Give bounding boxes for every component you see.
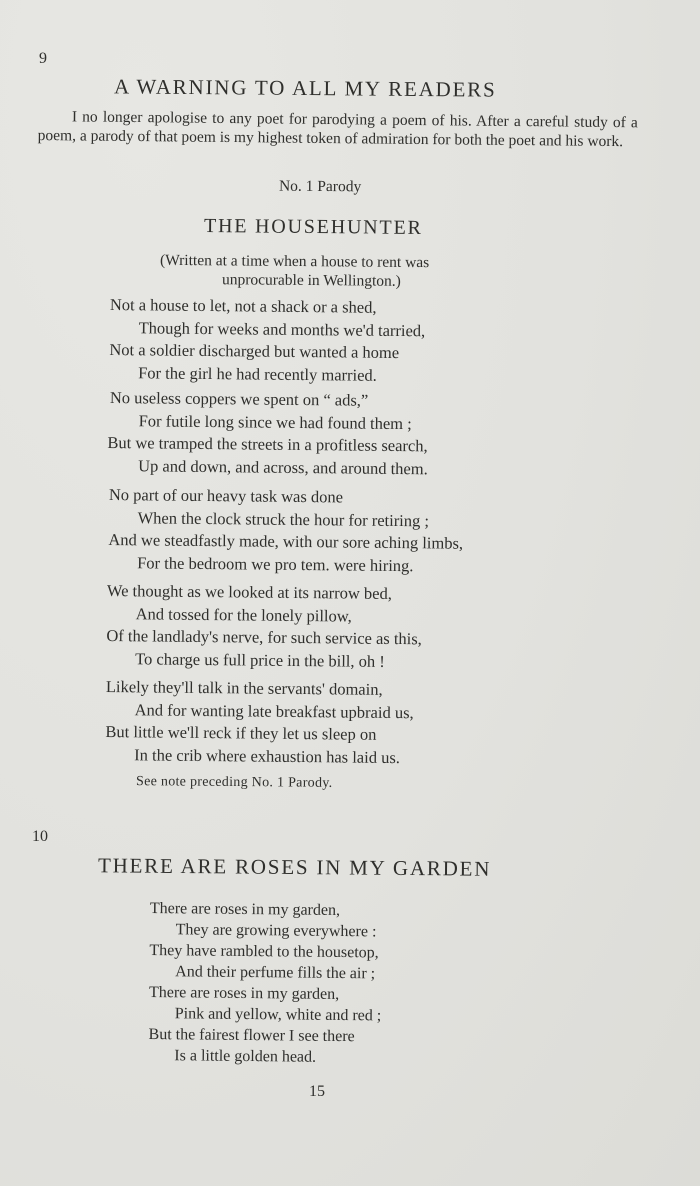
verse-line: Though for weeks and months we'd tarried, <box>138 317 426 340</box>
verse-line: Pink and yellow, white and red ; <box>174 1005 382 1025</box>
verse-line: But little we'll reck if they let us sleep on <box>105 721 377 744</box>
stanza-3 <box>108 484 464 578</box>
verse-line: But the fairest flower I see there <box>148 1025 355 1046</box>
poem-number: 10 <box>32 828 48 845</box>
verse-line: They have rambled to the housetop, <box>149 941 379 962</box>
verse-line: For futile long since we had found them ; <box>138 410 412 433</box>
intro-paragraph <box>38 107 638 151</box>
verse-line: To charge us full price in the bill, oh ! <box>135 648 385 671</box>
verse-line: They are growing everywhere : <box>175 921 377 941</box>
verse-line: There are roses in my garden, <box>148 983 340 1003</box>
intro-text: I no longer apologise to any poet for parodying a poem of his. After a careful study of a poem, a parody of that poem is my highest token of admiration for both the poet and his work. <box>37 108 638 151</box>
stanza-1 <box>109 294 426 387</box>
poem-10-verse <box>148 898 382 1068</box>
verse-line: In the crib where exhaustion has laid us. <box>134 744 401 767</box>
footnote: See note preceding No. 1 Parody. <box>135 774 333 791</box>
verse-line: Not a soldier discharged but wanted a home <box>109 339 400 363</box>
verse-line: Not a house to let, not a shack or a shed, <box>109 294 377 317</box>
verse-line: Likely they'll talk in the servants' domain, <box>105 676 383 699</box>
subtitle-note-line1: (Written at a time when a house to rent was <box>159 251 430 272</box>
verse-line: For the girl he had recently married. <box>138 362 377 385</box>
verse-line: There are roses in my garden, <box>149 899 341 919</box>
verse-line: And we steadfastly made, with our sore aching limbs, <box>108 529 464 553</box>
verse-line: Up and down, and across, and around them. <box>138 455 428 478</box>
verse-line: No part of our heavy task was done <box>108 484 344 507</box>
stanza-5 <box>105 676 414 769</box>
stanza-2 <box>109 387 429 480</box>
poem-title: THERE ARE ROSES IN MY GARDEN <box>97 853 492 881</box>
verse-line: When the clock struck the hour for retiring ; <box>137 507 430 530</box>
verse-line: And tossed for the lonely pillow, <box>135 603 352 626</box>
poem-subtitle: THE HOUSEHUNTER <box>203 215 423 239</box>
page-number: 15 <box>309 1083 325 1100</box>
parody-label: No. 1 Parody <box>278 177 362 196</box>
verse-line: But we tramped the streets in a profitless search, <box>107 432 428 456</box>
verse-line: For the bedroom we pro tem. were hiring. <box>137 552 414 575</box>
poem-number: 9 <box>39 50 47 67</box>
verse-line: Is a little golden head. <box>174 1047 317 1066</box>
stanza-4 <box>106 580 422 673</box>
verse-line: No useless coppers we spent on “ ads,” <box>109 387 369 410</box>
verse-line: We thought as we looked at its narrow bed, <box>106 580 393 603</box>
verse-line: Of the landlady's nerve, for such service as this, <box>106 625 422 649</box>
subtitle-note-line2: unprocurable in Wellington.) <box>221 271 401 290</box>
verse-line: And their perfume fills the air ; <box>175 963 376 983</box>
verse-line: And for wanting late breakfast upbraid us, <box>134 699 414 722</box>
poem-title: A WARNING TO ALL MY READERS <box>113 74 497 102</box>
